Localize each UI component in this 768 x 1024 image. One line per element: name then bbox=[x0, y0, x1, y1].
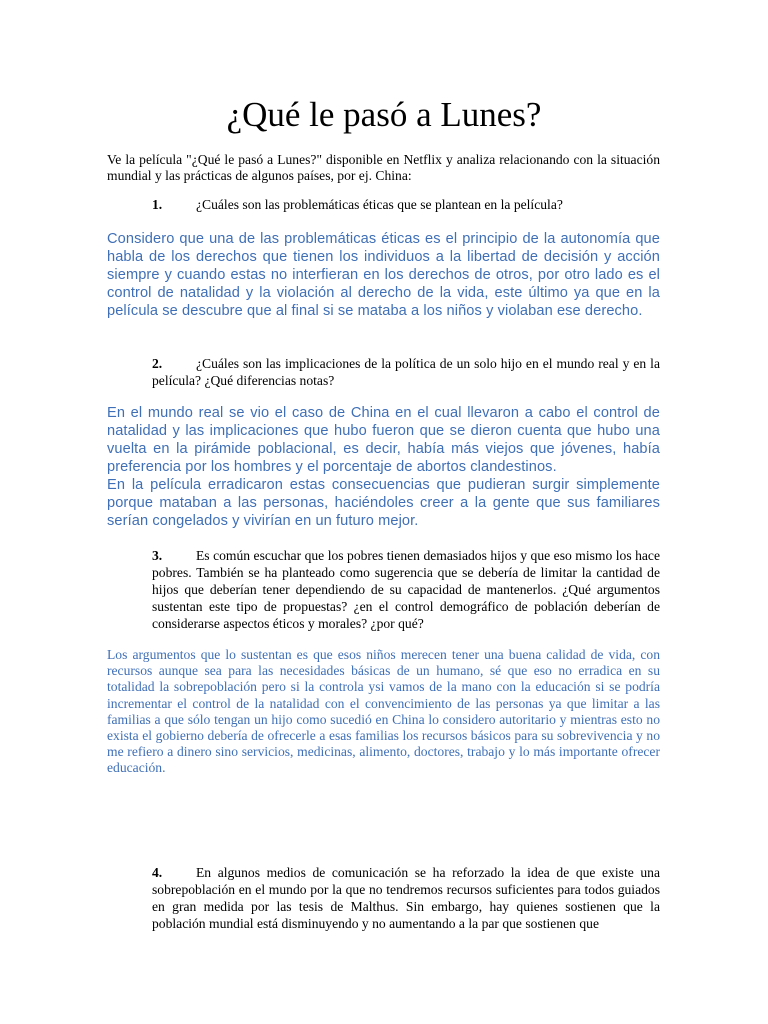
question-3 bbox=[152, 547, 660, 632]
question-text: Es común escuchar que los pobres tienen demasiados hijos y que eso mismo los hace pobres. También se ha planteado como sugerencia que se debería de limitar la cantidad de hijos que deberían tener dependiendo de su capacidad de mantenerlos. ¿Qué argumentos sustentan este tipo de propuestas? ¿en el control demográfico de población deberían de considerarse aspectos éticos y morales? ¿por qué? bbox=[152, 548, 660, 631]
answer-2 bbox=[107, 404, 660, 530]
answer-paragraph: En el mundo real se vio el caso de China en el cual llevaron a cabo el control de natalidad y las implicaciones que hubo fueron que se dieron cuenta que hubo una vuelta en la pirámide poblacional, es decir, había más viejos que jóvenes, había preferencia por los hombres y el porcentaje de abortos clandestinos. bbox=[107, 405, 660, 475]
question-1 bbox=[152, 196, 622, 213]
answer-1 bbox=[107, 230, 660, 320]
answer-paragraph: En la película erradicaron estas consecuencias que pudieran surgir simplemente porque mataban a las personas, haciéndoles creer a la gente que sus familiares serían congelados y vivirían en un futuro mejor. bbox=[107, 477, 660, 529]
question-number: 2. bbox=[152, 356, 163, 371]
intro-paragraph: Ve la película "¿Qué le pasó a Lunes?" disponible en Netflix y analiza relacionando con la situación mundial y las prácticas de algunos países, por ej. China: bbox=[107, 152, 660, 183]
question-4 bbox=[152, 864, 660, 932]
question-number: 4. bbox=[152, 865, 163, 880]
page-title: ¿Qué le pasó a Lunes? bbox=[226, 95, 542, 134]
question-text: ¿Cuáles son las implicaciones de la política de un solo hijo en el mundo real y en la película? ¿Qué diferencias notas? bbox=[152, 356, 660, 388]
question-2 bbox=[152, 355, 660, 389]
question-text: En algunos medios de comunicación se ha reforzado la idea de que existe una sobrepoblación en el mundo por la que no tendremos recursos suficientes para todos guiados en gran medida por las tesis de Malthus. Sin embargo, hay quienes sostienen que la población mundial está disminuyendo y no aumentando a la par que sostienen que bbox=[152, 865, 660, 931]
question-number: 1. bbox=[152, 197, 163, 212]
question-number: 3. bbox=[152, 548, 163, 563]
question-text: ¿Cuáles son las problemáticas éticas que se plantean en la película? bbox=[196, 197, 563, 212]
answer-paragraph: Considero que una de las problemáticas éticas es el principio de la autonomía que habla de los derechos que tienen los individuos a la libertad de decisión y acción siempre y cuando estas no interfieran en los derechos de otros, por otro lado es el control de natalidad y la violación al derecho de la vida, este último ya que en la película se descubre que al final si se mataba a los niños y violaban ese derecho. bbox=[107, 231, 660, 319]
answer-3: Los argumentos que lo sustentan es que esos niños merecen tener una buena calidad de vida, con recursos aunque sea para las necesidades básicas de un humano, sé que eso no erradica en su totalidad la sobrepoblación pero si la controla ysi vamos de la mano con la educación si se podría incrementar el control de la natalidad con el convencimiento de las personas ya que limitar a las familias a que sólo tengan un hijo como sucedió en China lo considero autoritario y mientras esto no exista el gobierno debería de ofrecerle a esas familias los recursos básicos para su sobrevivencia y no me refiero a dinero sino servicios, medicinas, alimento, doctores, trabajo y lo más importante ofrecer educación. bbox=[107, 647, 660, 776]
